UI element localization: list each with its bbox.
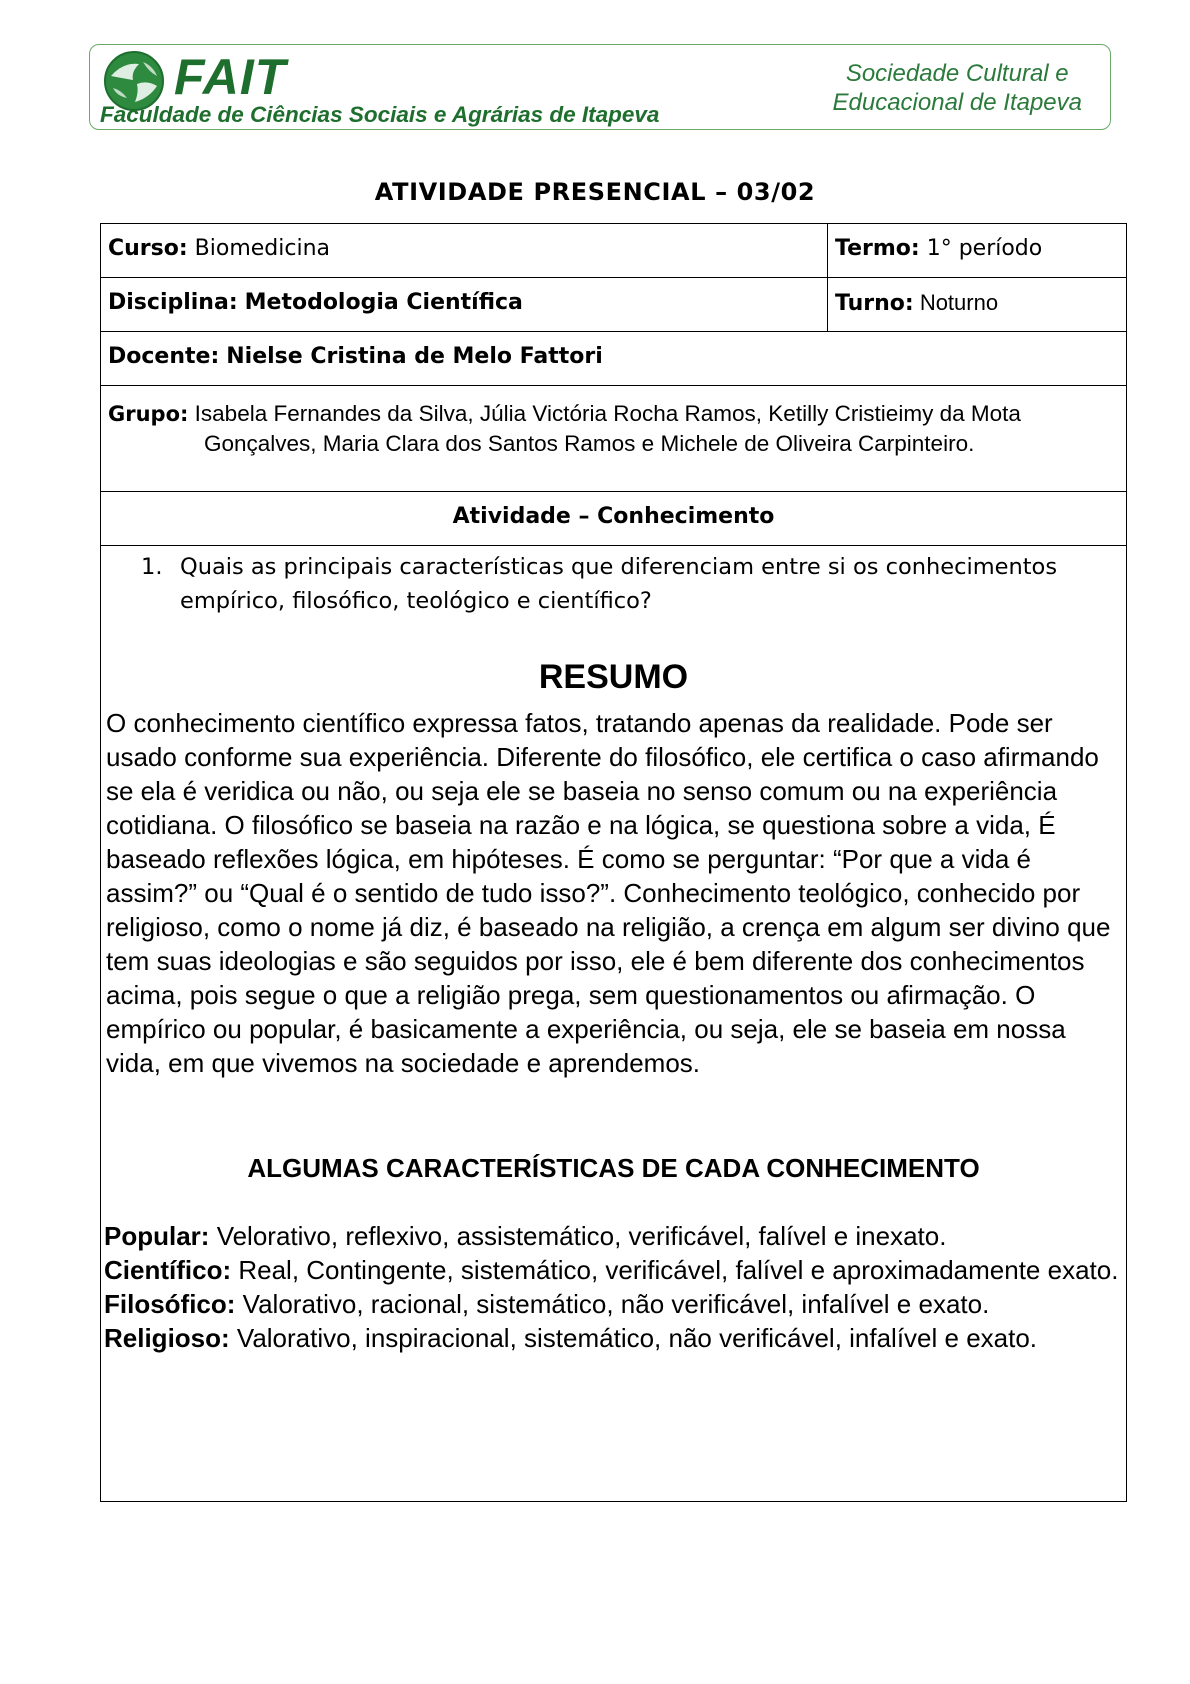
curso-label: Curso: — [108, 236, 188, 261]
characteristics-title: ALGUMAS CARACTERÍSTICAS DE CADA CONHECIMENTO — [247, 1153, 980, 1183]
characteristic-label: Religioso: — [104, 1323, 230, 1353]
grupo-line-2: Gonçalves, Maria Clara dos Santos Ramos e Michele de Oliveira Carpinteiro. — [204, 431, 975, 456]
form-row-docente — [101, 332, 1126, 386]
docente-cell — [101, 332, 1126, 385]
question-number: 1. — [141, 554, 163, 580]
question-text: Quais as principais características que diferenciam entre si os conhecimentos empírico, filosófico, teológico e científico? — [180, 554, 1058, 614]
answer-area — [101, 546, 1126, 1501]
docente-label: Docente: — [108, 344, 220, 369]
list-item — [104, 1253, 1124, 1287]
grupo-label: Grupo: — [108, 402, 189, 426]
turno-label: Turno: — [835, 291, 914, 316]
characteristic-text: Valorativo, racional, sistemático, não verificável, infalível e exato. — [242, 1289, 990, 1319]
society-name — [832, 59, 1082, 117]
atividade-heading: Atividade – Conhecimento — [452, 504, 775, 529]
curso-value: Biomedicina — [194, 236, 331, 261]
characteristic-label: Científico: — [104, 1255, 232, 1285]
disciplina-cell — [101, 278, 828, 331]
resumo-title: RESUMO — [538, 658, 689, 696]
characteristic-text: Valorativo, inspiracional, sistemático, não verificável, infalível e exato. — [236, 1323, 1038, 1353]
list-item — [104, 1287, 1124, 1321]
question-item — [141, 550, 1111, 618]
turno-cell — [828, 278, 1126, 331]
society-line-2: Educacional de Itapeva — [832, 89, 1082, 116]
termo-cell — [828, 224, 1126, 277]
form-row-atividade — [101, 492, 1126, 546]
disciplina-label: Disciplina: — [108, 290, 238, 315]
society-line-1: Sociedade Cultural e — [845, 60, 1069, 87]
curso-cell — [101, 224, 828, 277]
characteristic-label: Filosófico: — [104, 1289, 236, 1319]
characteristic-text: Real, Contingente, sistemático, verificável, falível e aproximadamente exato. — [238, 1255, 1119, 1285]
grupo-cell — [101, 386, 1126, 491]
resumo-text: O conhecimento científico expressa fatos, tratando apenas da realidade. Pode ser usado conforme sua experiência. Diferente do filosófico, ele certifica o caso afirmando se ela é veridica ou não, ou seja ele se baseia no senso comum ou na experiência cotidiana. O filosófico se baseia na razão e na lógica, se questiona sobre a vida, É baseado reflexões lógica, em hipóteses. É como se perguntar: “Por que a vida é assim?” ou “Qual é o sentido de tudo isso?”. Conhecimento teológico, conhecido por religioso, como o nome já diz, é baseado na religião, a crença em algum ser divino que tem suas ideologias e são seguidos por isso, ele é bem diferente dos conhecimentos acima, pois segue o que a religião prega, sem questionamentos ou afirmação. O empírico ou popular, é basicamente a experiência, ou seja, ele se baseia em nossa vida, em que vivemos na sociedade e aprendemos. — [106, 708, 1111, 1078]
list-item — [104, 1219, 1124, 1253]
characteristic-label: Popular: — [104, 1221, 210, 1251]
termo-value: 1° período — [926, 236, 1043, 261]
page-title: ATIVIDADE PRESENCIAL – 03/02 — [374, 178, 816, 206]
turno-value: Noturno — [919, 290, 999, 315]
logo-text: FAIT — [174, 49, 287, 105]
grupo-line-1: Isabela Fernandes da Silva, Júlia Victória Rocha Ramos, Ketilly Cristieimy da Mota — [194, 401, 1021, 426]
characteristic-text: Velorativo, reflexivo, assistemático, verificável, falível e inexato. — [216, 1221, 947, 1251]
characteristics-list — [104, 1219, 1124, 1355]
list-item — [104, 1321, 1124, 1355]
disciplina-value: Metodologia Científica — [244, 290, 523, 315]
faculty-name: Faculdade de Ciências Sociais e Agrárias de Itapeva — [100, 102, 660, 127]
form-row-curso — [101, 224, 1126, 278]
activity-form — [100, 223, 1127, 1502]
form-row-grupo — [101, 386, 1126, 492]
form-row-disciplina — [101, 278, 1126, 332]
termo-label: Termo: — [835, 236, 920, 261]
grupo-line-1-wrap — [108, 399, 1119, 429]
docente-value: Nielse Cristina de Melo Fattori — [226, 344, 603, 369]
institution-header — [89, 44, 1111, 130]
